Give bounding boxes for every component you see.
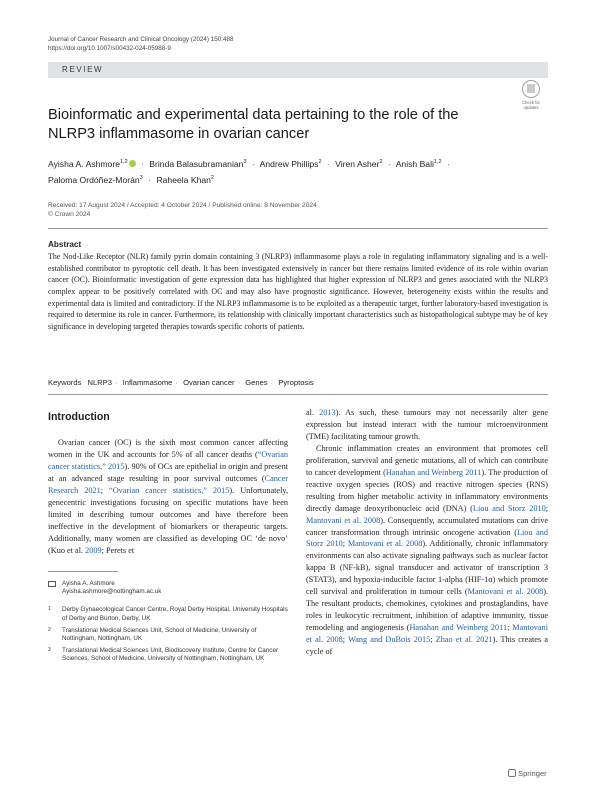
springer-horse-icon (508, 769, 516, 777)
author-affiliation-sup: 2 (318, 159, 322, 165)
author-name[interactable]: Raheela Khan (156, 174, 211, 185)
author-line-1: Ayisha A. Ashmore$^{1,2}$ · Brinda Balasubramanian$^3$ · Andrew Phillips$^2$ · Viren Asher$^2$ · Anish Bali$^{1,2}$ · (48, 158, 450, 169)
check-for-updates-badge[interactable] (514, 80, 548, 114)
keyword[interactable]: Ovarian cancer (183, 378, 235, 387)
abstract-text: The Nod-Like Receptor (NLR) family pyrin domain containing 3 (NLRP3) inflammasome plays a role in regulating inflammatory signaling and is a well-established contributor to pyroptotic cell death. It has been investigated extensively in cancer but there remains limited evidence of its role within ovarian cancer (OC). Bioinformatic investigation of gene expression data has highlighted that higher expression of NLRP3 and genes associated with the NLRP3 complex appear to be positively correlated with OC and may also have prognostic significance. However, heterogeneity exists within the results and experimental data is limited and contradictory. If the NLRP3 inflammasome is to be exploited as a therapeutic target, further laboratory-based investigation is required to determine its role in cancer. Furthermore, its relationship with clinically important characteristics such as histopathological subtype may be of key significance in developing targeted therapies towards specific cohorts of patients. (48, 252, 548, 331)
orcid-icon[interactable] (129, 160, 136, 167)
body-text: Ovarian cancer (OC) is the sixth most common cancer affecting women in the UK and accounts for 5% of all cancer deaths ( (48, 438, 288, 459)
author-name[interactable]: Viren Asher (335, 158, 380, 169)
author-affiliation-sup: 2 (379, 159, 383, 165)
citation-link[interactable]: “Ovarian cancer statistics,” 2015 (109, 485, 230, 495)
affiliation-text: Translational Medical Sciences Unit, School of Medicine, University of Nottingham, Nottingham, UK (62, 626, 257, 643)
affiliation-item (48, 606, 288, 622)
citation-link[interactable]: Mantovani et al. 2008 (347, 539, 423, 549)
citation-link[interactable]: Zhao et al. 2021 (435, 635, 493, 645)
citation-link[interactable]: Cancer Research 2021 (48, 473, 288, 495)
intro-paragraph-3 (306, 443, 548, 658)
correspondence (48, 580, 288, 596)
correspondence-name: Ayisha A. Ashmore (62, 580, 115, 587)
badge-text-line2: updates (523, 105, 539, 110)
body-text: ). As such, these tumours may not necessarily alter gene expression but instead interact with the tumour microenvironment (TME) facilitating tumour growth. (306, 408, 548, 441)
author-affiliation-sup: 3 (139, 174, 143, 181)
body-text: ; (342, 539, 348, 549)
author-affiliation-sup: 2 (210, 174, 214, 181)
keywords-divider (48, 394, 548, 395)
affiliation-number: 1 (48, 606, 51, 613)
body-text: Chronic inflammation creates an environment that promotes cell proliferation, survival and genetic mutations, all of which can contribute to cancer development ( (306, 443, 548, 477)
intro-paragraph-2 (306, 407, 548, 443)
citation-link[interactable]: Mantovani et al. 2008 (306, 515, 381, 525)
affiliation-number: 2 (48, 626, 51, 633)
body-text: ). The production of reactive oxygen species (ROS) and reactive nitrogen species (RNS) resulting from higher metabolic activity in inflammatory environments directly damage deoxyribonucleic acid (DNA) ( (306, 467, 548, 513)
affiliation-item (48, 647, 288, 663)
bookmark-icon (527, 84, 535, 93)
body-text: ; (100, 485, 110, 495)
author-name[interactable]: Ayisha A. Ashmore (48, 158, 120, 169)
body-text: ). 90% of OCs are epithelial in origin and present at an advanced stage resulting in poor survival outcomes ( (48, 461, 288, 483)
author-name[interactable]: Paloma Ordóñez-Morán (48, 174, 140, 185)
intro-right-column (306, 407, 548, 658)
affiliation-item (48, 627, 288, 643)
copyright-line: © Crown 2024 (48, 211, 91, 218)
article-title (48, 106, 518, 144)
body-text: ; (545, 503, 548, 513)
citation-link[interactable]: Hanahan and Weinberg 2011 (385, 467, 482, 477)
body-text: al. (306, 408, 320, 417)
citation-link[interactable]: Wang and DuBois 2015 (348, 635, 431, 645)
correspondence-email[interactable]: Ayisha.ashmore@nottingham.ac.uk (62, 588, 162, 596)
body-text: ). The resultant products, chemokines, cytokines and prostaglandins, have roles in leukocytic recruitment, inhibition of adaptive immunity, tissue remodeling and angiogenesis ( (306, 587, 549, 633)
body-text: ; (507, 623, 513, 633)
title-line-2: NLRP3 inflammasome in ovarian cancer (48, 126, 310, 142)
intro-paragraph-1 (48, 437, 288, 557)
body-text: ; (430, 635, 436, 645)
author-affiliation-sup: 1,2 (433, 159, 442, 165)
envelope-icon (48, 581, 56, 587)
abstract-heading: Abstract (48, 240, 82, 249)
author-affiliation-sup: 3 (243, 159, 247, 165)
dates-line: Received: 17 August 2024 / Accepted: 4 October 2024 / Published online: 8 November 2024 (48, 202, 317, 209)
keyword[interactable]: NLRP3 (87, 378, 112, 387)
affiliation-number: 3 (48, 647, 51, 654)
introduction-heading: Introduction (48, 411, 110, 423)
keywords-label: Keywords (48, 378, 82, 387)
citation-link[interactable]: 2009 (85, 545, 102, 555)
citation-link[interactable]: Liou and Storz 2010 (472, 503, 546, 513)
author-name[interactable]: Brinda Balasubramanian (149, 158, 244, 169)
publisher-logo (508, 769, 547, 778)
footnote-divider (48, 571, 118, 572)
title-line-1: Bioinformatic and experimental data pertaining to the role of the (48, 107, 459, 123)
publisher-name: Springer (518, 769, 547, 778)
body-text: ; Perets et (101, 545, 135, 555)
badge-text-line1: Check for (522, 100, 540, 105)
author-line-2: Paloma Ordóñez-Morán$^3$ · Raheela Khan$^2$ (48, 174, 214, 185)
citation-link[interactable]: Liou and Storz 2010 (306, 527, 548, 549)
body-text: ). Additionally, chronic inflammatory environments can also activate signaling pathways such as nuclear factor kappa B (NF-kB), signal transducer and activator of transcription 3 (STAT3), and hypoxia-inducible factor 1-alpha (HIF-1α) which promote cell survival and proliferation in tumour cells ( (306, 539, 549, 597)
article-type-label: REVIEW (62, 65, 104, 74)
author-name[interactable]: Anish Bali (395, 158, 434, 169)
keyword[interactable]: Pyroptosis (278, 378, 314, 387)
affiliation-text: Translational Medical Sciences Unit, Biodiscovery Institute, Centre for Cancer Sciences, School of Medicine, University of Nottingham, Nottingham, UK (62, 647, 279, 663)
body-text: ). Consequently, accumulated mutations can drive cancer transformation through intrinsic oncogene activation ( (306, 515, 548, 537)
body-text: ; (342, 635, 349, 645)
article-type-bar (48, 62, 548, 78)
keywords: Keywords NLRP3 · Inflammasome · Ovarian cancer · Genes · Pyroptosis (48, 378, 314, 387)
citation-link[interactable]: 2013 (319, 408, 336, 417)
affiliation-text: Derby Gynaecological Cancer Centre, Royal Derby Hospital, University Hospitals of Derby and Burton, Derby, UK (62, 606, 288, 622)
author-affiliation-sup: 1,2 (119, 159, 128, 165)
publication-dates (48, 201, 317, 219)
citation-link[interactable]: “Ovarian cancer statistics,” 2015 (48, 449, 288, 471)
keyword[interactable]: Genes (245, 378, 268, 387)
body-text: ). Unfortunately, genecentric investigations focusing on specific mutations have been limited in describing tumour outcomes and have therefore been ineffective in the development of biomarkers or therapeutic targets. Additionally, many women are classified as developing OC ‘de novo’ (Kuo et al. (48, 485, 289, 555)
journal-citation: Journal of Cancer Research and Clinical Oncology (2024) 150:488 (48, 36, 234, 43)
author-list (48, 155, 518, 187)
intro-left-column (48, 437, 288, 557)
footnotes (48, 580, 288, 668)
keyword[interactable]: Inflammasome (122, 378, 173, 387)
author-name[interactable]: Andrew Phillips (259, 158, 319, 169)
abstract-divider (48, 228, 548, 229)
body-text: ). This creates a cycle of (306, 635, 548, 657)
citation-link[interactable]: Hanahan and Weinberg 2011 (409, 623, 508, 633)
citation-link[interactable]: Mantovani et al. 2008 (306, 623, 548, 645)
doi-link[interactable]: https://doi.org/10.1007/s00432-024-05988-9 (48, 45, 171, 52)
citation-link[interactable]: Mantovani et al. 2008 (467, 587, 544, 597)
